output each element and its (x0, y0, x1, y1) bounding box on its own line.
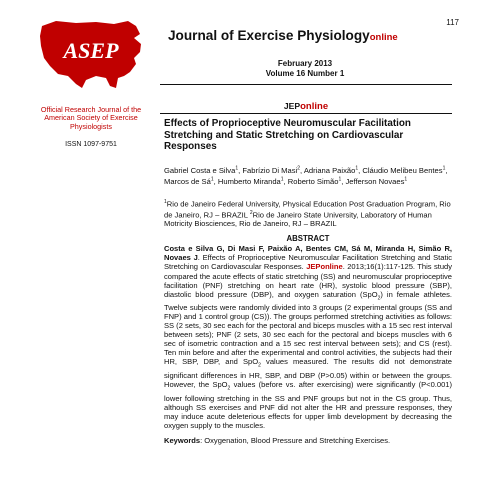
official-journal-note: Official Research Journal of the American Society of Exercise Physiologists (40, 105, 142, 131)
keywords-list: : Oxygenation, Blood Pressure and Stretching Exercises. (200, 435, 391, 445)
journal-title (168, 28, 398, 43)
jep-label: JEP (283, 101, 301, 111)
abstract-text: Costa e Silva G, Di Masi F, Paixão A, Bentes CM, Sá M, Miranda H, Simão R, Novaes J. Effects of Proprioceptive Neuromuscular Facilitation Stretching and Static Stretching on Cardiovascular Responses. JEPonline. 2013;16(1):117-125. This study compared the acute effects of static stretching (SS) and neuromuscular proprioceptive facilitation (PNF) stretching on heart rate (HR), systolic blood pressure (SBP), diastolic blood pressure (DBP), and oxygen saturation (SpO$_2$) in female athletes. Twelve subjects were randomly divided into 3 groups (2 experimental groups (SS and FNP) and 1 control group (CS)). The groups performed stretching activities as follows: SS (2 sets, 30 sec each for the pectoral and biceps muscles with a 15 sec rest interval between sets); PNF (2 sets, 30 sec each for the pectoral and biceps muscles with 6 sec of isometric contraction and a 15 sec rest interval between sets); and CS (rest). Ten min before and after the experimental and control activities, the subjects had their HR, SBP, DBP, and SpO$_2$ values measured. The results did not demonstrate significant differences in HR, SBP, and DBP (P>0.05) within or between the groups. However, the SpO$_2$ values (before vs. after exercising) were significantly (P<0.001) lower following stretching in the SS and PNF groups but not in the CS group. Thus, although SS exercises and PNF did not alter the HR and pressure responses, they may induce acute deleterious effects for upper limb development by decreasing the oxygen supply to the muscles. (164, 244, 452, 430)
citation-title: . Effects of Proprioceptive Neuromuscular Facilitation Stretching and Static Stretching on Cardiovascular Responses. (164, 253, 452, 272)
author-list (164, 165, 452, 186)
issue-date: February 2013 (277, 59, 333, 68)
journal-online-suffix: online (369, 32, 398, 43)
page-number: 117 (446, 18, 459, 27)
citation-authors: Costa e Silva G, Di Masi F, Paixão A, Bentes CM, Sá M, Miranda H, Simão R, Novaes J (164, 244, 452, 263)
logo-text: ASEP (63, 38, 119, 63)
citation-journal: JEPonline (306, 262, 343, 272)
keywords-label: Keywords (164, 435, 201, 445)
journal-title-text: Journal of Exercise Physiology (168, 28, 370, 43)
asep-logo (36, 14, 146, 104)
header-rule (160, 84, 452, 85)
author: Humberto Miranda$^1$, (217, 176, 288, 186)
affiliations: $^1$Rio de Janeiro Federal University, Physical Education Post Graduation Program, Rio de Janeiro, RJ – BRAZIL $^2$Rio de Janeiro State University, Laboratory of Human Motricity Biosciences, Rio de Janeiro, RJ – BRAZIL (164, 199, 451, 229)
article-content (164, 118, 452, 445)
banner-rule (160, 113, 452, 114)
author: Adriana Paixão$^1$, (303, 165, 363, 176)
jep-online-label: online (300, 101, 329, 112)
author: Marcos de $Sá^1$, (164, 176, 218, 186)
jep-online-banner (160, 101, 452, 112)
author: Gabriel Costa e Silva$^1$, (164, 165, 243, 176)
author: Jefferson Novaes$^1$ (345, 176, 408, 186)
issue-volume: Volume 16 Number 1 (265, 69, 345, 78)
author: Roberto Simão$^1$, (287, 176, 346, 186)
article-title: Effects of Proprioceptive Neuromuscular Facilitation Stretching and Static Stretching on Cardiovascular Responses (164, 118, 411, 153)
issn: ISSN 1097-9751 (65, 141, 117, 149)
abstract-heading: ABSTRACT (286, 234, 330, 244)
left-column (30, 106, 152, 148)
author: Fabrízio Di Masi$^2$, (242, 165, 304, 176)
keywords (164, 436, 452, 445)
author: Cláudio Melibeu Bentes$^1$, (362, 165, 448, 176)
issue-info (160, 59, 450, 79)
